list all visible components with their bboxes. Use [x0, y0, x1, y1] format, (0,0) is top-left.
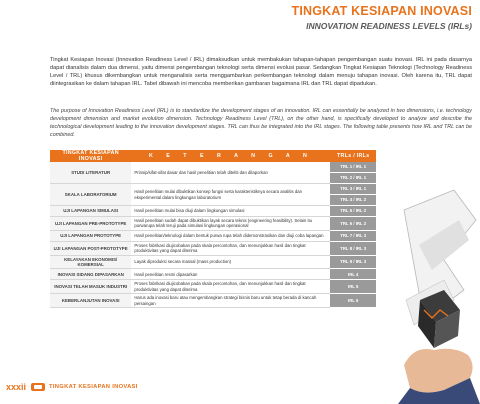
- stage-cell: INOVASI SIDANG DIPASARKAN: [50, 269, 131, 280]
- level-cell: IRL 6: [330, 294, 376, 308]
- publication-name: TINGKAT KESIAPAN INOVASI: [49, 384, 138, 390]
- stage-cell: UJI LAPANGAN PRE-PROTOTYPE: [50, 217, 131, 231]
- level-cell: TRL 8 / IRL 3: [330, 241, 376, 255]
- table-header-row: [50, 150, 376, 162]
- description-cell: Layak diproduksi secara massal (mass production): [131, 255, 330, 269]
- level-cell: TRL 2 / IRL 1: [330, 173, 376, 184]
- description-cell: Hasil penelitian mulai dibuktikan konsep fungsi serta karakteristiknya secara analitis dan eksperimental dalam lingkungan laboratorium: [131, 184, 330, 206]
- publication-logo-icon: [31, 383, 45, 391]
- description-cell: Hasil penelitian/teknologi dalam bentuk purwa rupa telah didemonstrasikan dan diuji coba lapangan: [131, 230, 330, 241]
- level-cell: TRL 7 / IRL 3: [330, 230, 376, 241]
- table-row: [50, 294, 376, 308]
- stage-cell: UJI LAPANGAN PROTOTYPE: [50, 230, 131, 241]
- stage-cell: KELAYAKAN EKONOMIS/ KOMERSIAL: [50, 255, 131, 269]
- level-cell: TRL 9 / IRL 3: [330, 255, 376, 269]
- stage-cell: INOVASI TELAH MASUK INDUSTRI: [50, 280, 131, 294]
- page-footer: [6, 382, 138, 392]
- stage-cell: STUDI LITERATUR: [50, 162, 131, 184]
- intro-paragraph-indonesian: Tingkat Kesiapan Inovasi (Innovation Readiness Level / IRL) dimaksudkan untuk membakukan tahapan-tahapan pengembangan suatu inovasi. IRL ini pada dasarnya dapat dianalisis dalam dua dimensi, yaitu dimensi pengembangan teknologi serta dimensi evolusi pasar. Sedangkan Tingkat Kesiapan Teknologi (Technology Readiness Level / TRL) khusus dikembangkan untuk menganalisis serta menggambarkan perkembangan teknologi dalam menuju tahapan inovasi. Oleh karena itu, TRL dapat diintegrasikan ke dalam tahapan IRL. Tabel dibawah ini mencoba memberikan gambaran bagaimana IRL dan TRL dapat dipadukan.: [50, 57, 472, 88]
- page-title: TINGKAT KESIAPAN INOVASI: [291, 4, 472, 18]
- description-cell: Hasil penelitian resmi dipasarkan: [131, 269, 330, 280]
- cube-graphic: [418, 290, 460, 348]
- table-row: [50, 241, 376, 255]
- level-cell: TRL 3 / IRL 1: [330, 184, 376, 195]
- table-row: [50, 255, 376, 269]
- header-levels: TRLs / IRLs: [330, 150, 376, 162]
- table-body: [50, 162, 376, 308]
- header-stage: TINGKAT KESIAPAN INOVASI: [50, 150, 131, 162]
- page-number: xxxii: [6, 382, 27, 392]
- description-cell: Prinsip/sifat-sifat dasar dan hasil penelitian telah diteliti dan dilaporkan: [131, 162, 330, 184]
- description-cell: Proses fabrikasi diujicobakan pada skala percontohan, dan menunjukkan hasil dan tingkat produktivitas yang dapat diterima: [131, 241, 330, 255]
- description-cell: Hasil penelitian sudah dapat dibuktikan layak secara teknis (engineering feasibility). Selain itu purwarupa telah teruji pada simulasi lingkungan operasional: [131, 217, 330, 231]
- hand-holding-irl-cube-illustration: [384, 150, 480, 404]
- intro-paragraph-english: The purpose of Innovation Readiness Level (IRL) is to standardize the development stages of an innovation. IRL can essentially be analyzed in two dimensions, i.e. technology development dimension and market evolution dimension. Technology Readiness Level (TRL), on the other hand, is specifically developed to analyze and describe the technological development leading to the innovation development stages. TRL can thus be integrated into the IRL stages. The following table presents how IRL and TRL can be combined.: [50, 108, 472, 139]
- level-cell: IRL 4: [330, 269, 376, 280]
- table-row: [50, 280, 376, 294]
- table-row: [50, 217, 376, 231]
- description-cell: Proses fabrikasi diujicobakan pada skala percontohan, dan menunjukkan hasil dan tingkat produktivitas yang dapat diterima: [131, 280, 330, 294]
- level-cell: TRL 4 / IRL 2: [330, 195, 376, 206]
- table-row: [50, 162, 376, 173]
- page-subtitle: INNOVATION READINESS LEVELS (IRLs): [306, 21, 472, 31]
- stage-cell: UJI LAPANGAN POST-PROTOTYPE: [50, 241, 131, 255]
- irl-trl-table: [50, 150, 376, 308]
- level-cell: TRL 6 / IRL 2: [330, 217, 376, 231]
- level-cell: TRL 5 / IRL 2: [330, 206, 376, 217]
- table-row: [50, 184, 376, 195]
- stage-cell: UJI LAPANGAN SIMULASI: [50, 206, 131, 217]
- description-cell: Hasil penelitian mulai bisa diuji dalam lingkungan simulasi: [131, 206, 330, 217]
- table-row: [50, 230, 376, 241]
- level-cell: TRL 1 / IRL 1: [330, 162, 376, 173]
- stage-cell: KEBERLANJUTAN INOVASI: [50, 294, 131, 308]
- description-cell: Harus ada inovasi baru atau mengembangkan strategi bisnis baru untuk tetap berada di kancah persaingan: [131, 294, 330, 308]
- stage-cell: SKALA LABORATORIUM: [50, 184, 131, 206]
- hand-graphic: [398, 349, 480, 404]
- table-row: [50, 269, 376, 280]
- table-row: [50, 206, 376, 217]
- page-header: [291, 4, 472, 31]
- level-cell: IRL 5: [330, 280, 376, 294]
- header-description: K E T E R A N G A N: [131, 150, 330, 162]
